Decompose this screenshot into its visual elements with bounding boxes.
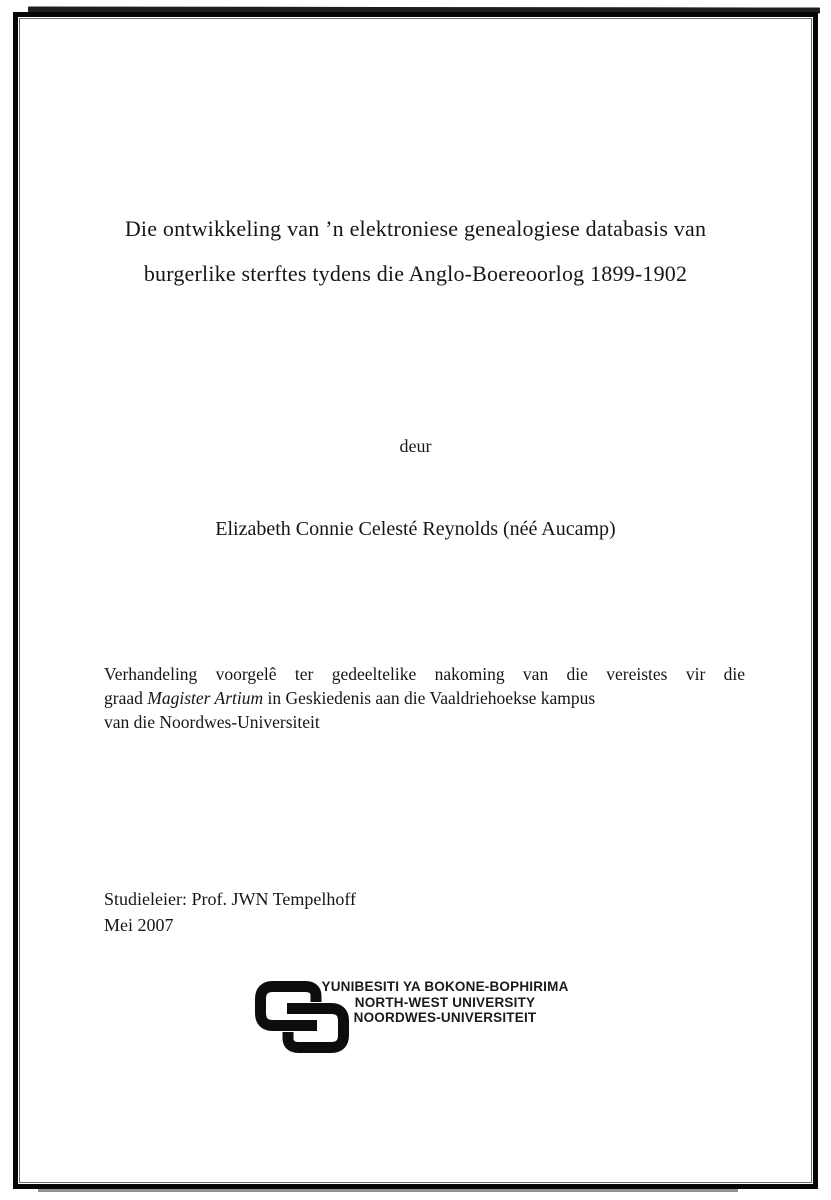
scan-smudge-bottom (38, 1189, 738, 1192)
logo-text-line-2: NORTH-WEST UNIVERSITY (354, 994, 536, 1010)
submission-line-2-suffix: in Geskiedenis aan die Vaaldriehoekse kampus (263, 688, 596, 708)
submission-line-1: Verhandeling voorgelê ter gedeeltelike nakoming van die vereistes vir die (104, 664, 745, 684)
author-name: Elizabeth Connie Celesté Reynolds (néé Aucamp) (215, 518, 616, 540)
title-line-1: Die ontwikkeling van ’n elektroniese genealogiese databasis van (124, 216, 707, 241)
logo-text-line-3: NOORDWES-UNIVERSITEIT (353, 1010, 537, 1025)
logo-text-line-1: YUNIBESITI YA BOKONE-BOPHIRIMA (321, 979, 569, 994)
supervisor-line: Studieleier: Prof. JWN Tempelhoff (104, 889, 357, 909)
submission-line-2-prefix: graad (104, 688, 148, 708)
title-line-2: burgerlike sterftes tydens die Anglo-Boereoorlog 1899-1902 (143, 261, 688, 286)
submission-statement (104, 662, 745, 734)
submission-line-3: van die Noordwes-Universiteit (104, 712, 320, 732)
date-line: Mei 2007 (104, 915, 174, 935)
supervisor-block (104, 886, 356, 938)
submission-line-2 (104, 686, 745, 710)
degree-name: Magister Artium (147, 688, 264, 708)
thesis-title (50, 206, 781, 296)
nwu-logo-wordmark (316, 979, 574, 1026)
byline-label: deur (399, 436, 432, 456)
